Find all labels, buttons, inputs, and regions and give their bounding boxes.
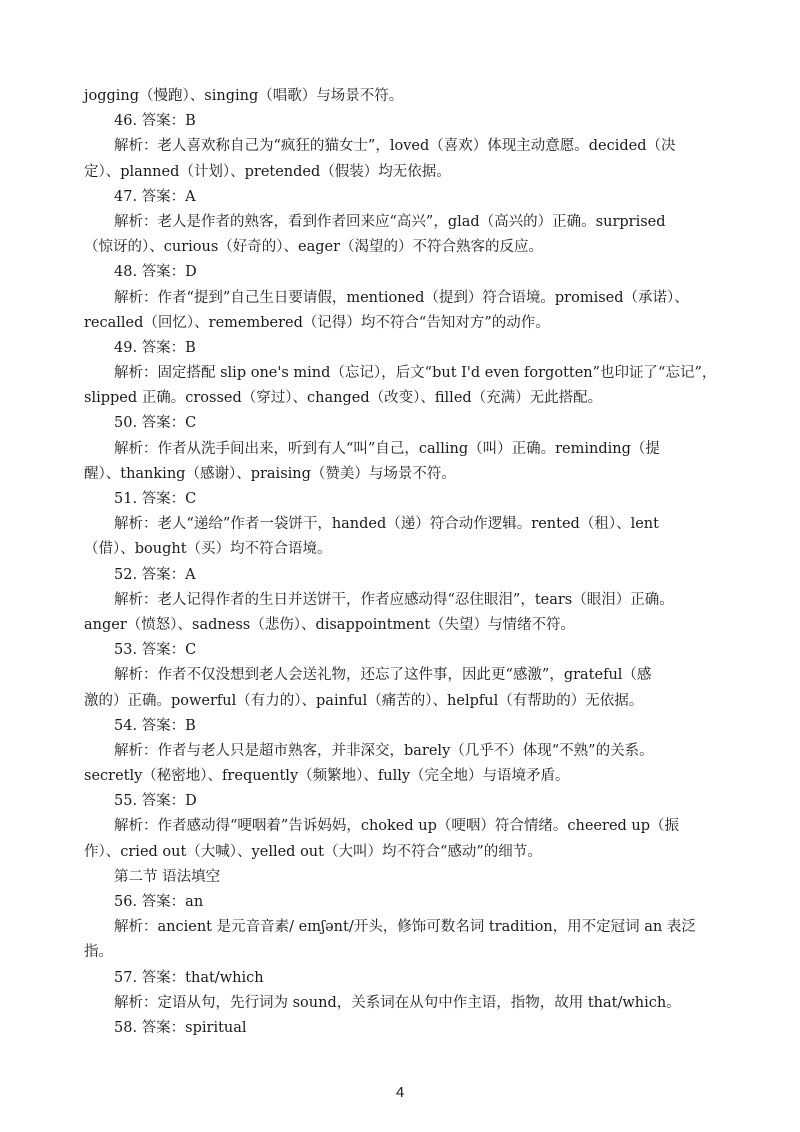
text-line: anger（愤怒）、sadness（悲伤）、disappointment（失望）与情绪不符。: [84, 616, 576, 633]
answer-line: 54. 答案：B: [114, 717, 196, 734]
analysis-line: 解析：作者“提到”自己生日要请假，mentioned（提到）符合语境。promised（承诺）、: [114, 289, 689, 306]
text-line: 醒）、thanking（感谢）、praising（赞美）与场景不符。: [84, 465, 456, 482]
answer-line: 51. 答案：C: [114, 491, 197, 507]
analysis-line: 解析：老人记得作者的生日并送饼干，作者应感动得“忍住眼泪”，tears（眼泪）正确。: [114, 591, 674, 608]
text-line: recalled（回忆）、remembered（记得）均不符合“告知对方”的动作。: [84, 314, 550, 331]
answer-line: 49. 答案：B: [114, 339, 196, 356]
text-line: slipped 正确。crossed（穿过）、changed（改变）、filled（充满）无此搭配。: [84, 390, 603, 407]
answer-line: 58. 答案：spiritual: [114, 1019, 247, 1036]
analysis-line: 解析：作者与老人只是超市熟客，并非深交，barely（几乎不）体现“不熟”的关系。: [114, 742, 654, 759]
answer-line: 48. 答案：D: [114, 264, 197, 281]
document-body: [84, 84, 717, 1041]
text-line: 定）、planned（计划）、pretended（假装）均无依据。: [84, 163, 451, 180]
text-line: 作）、cried out（大喊）、yelled out（大叫）均不符合“感动”的细节。: [84, 843, 542, 860]
answer-line: 53. 答案：C: [114, 642, 197, 659]
answer-line: 46. 答案：B: [114, 113, 196, 130]
analysis-line: 解析：作者从洗手间出来，听到有人“叫”自己，calling（叫）正确。reminding（提: [114, 440, 660, 457]
analysis-line: 解析：ancient 是元音音素/ eɪnʃənt/开头，修饰可数名词 tradition，用不定冠词 an 表泛: [114, 919, 696, 936]
analysis-line: 解析：老人喜欢称自己为“疯狂的猫女士”，loved（喜欢）体现主动意愿。decided（决: [114, 138, 676, 155]
answer-line: 56. 答案：an: [114, 894, 204, 910]
text-line: 指。: [84, 944, 113, 961]
answer-line: 47. 答案：A: [114, 188, 196, 205]
analysis-line: 解析：固定搭配 slip one's mind（忘记），后文“but I'd even forgotten”也印证了“忘记”，: [114, 365, 717, 382]
text-line: （借）、bought（买）均不符合语境。: [84, 541, 332, 558]
analysis-line: 解析：作者感动得“哽咽着”告诉妈妈，choked up（哽咽）符合情绪。cheered up（振: [114, 818, 680, 835]
analysis-line: 解析：作者不仅没想到老人会送礼物，还忘了这件事，因此更“感激”，grateful（感: [114, 667, 652, 684]
analysis-line: 解析：老人“递给”作者一袋饼干，handed（递）符合动作逻辑。rented（租）、lent: [114, 516, 659, 533]
text-line: secretly（秘密地）、frequently（频繁地）、fully（完全地）与语境矛盾。: [84, 768, 570, 785]
analysis-line: 解析：定语从句，先行词为 sound，关系词在从句中作主语，指物，故用 that/which。: [114, 994, 681, 1011]
text-line: （惊讶的）、curious（好奇的）、eager（渴望的）不符合熟客的反应。: [84, 239, 544, 256]
answer-line: 55. 答案：D: [114, 793, 197, 810]
analysis-line: 解析：老人是作者的熟客，看到作者回来应“高兴”，glad（高兴的）正确。surprised: [114, 213, 666, 230]
text-line: jogging（慢跑）、singing（唱歌）与场景不符。: [84, 88, 404, 104]
section-heading: 第二节 语法填空: [114, 868, 221, 885]
text-line: 激的）正确。powerful（有力的）、painful（痛苦的）、helpful（有帮助的）无依据。: [84, 692, 644, 709]
page-number: 4: [395, 1084, 405, 1101]
answer-line: 57. 答案：that/which: [114, 969, 264, 986]
answer-line: 52. 答案：A: [114, 566, 196, 583]
answer-line: 50. 答案：C: [114, 415, 197, 432]
